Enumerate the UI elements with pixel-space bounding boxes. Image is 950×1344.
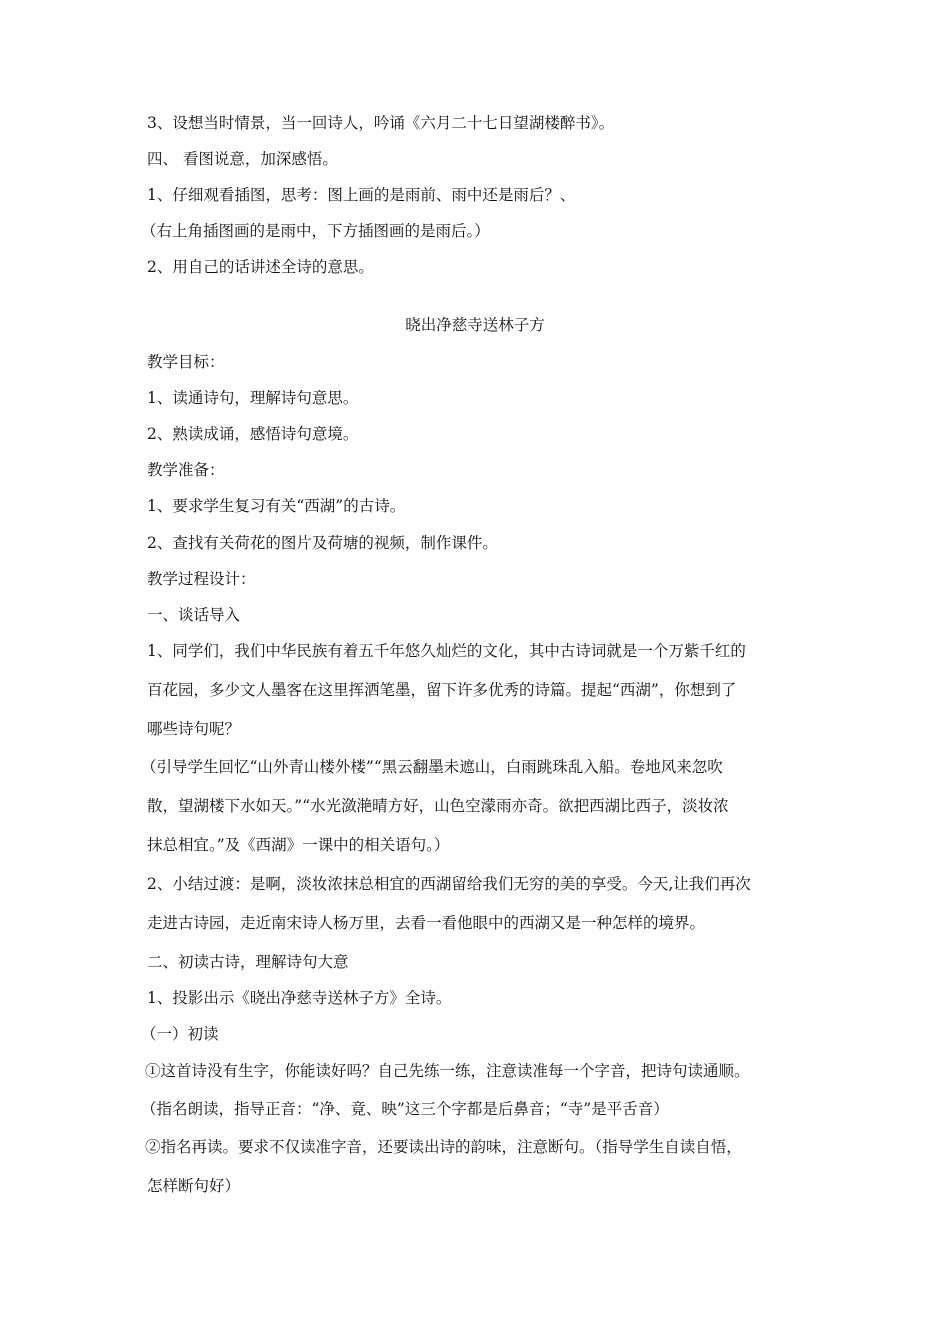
s2-step-1: 1、投影出示《晓出净慈寺送林子方》全诗。 <box>147 989 452 1007</box>
section-1-heading: 一、谈话导入 <box>147 606 241 624</box>
s1-paragraph-3-line-2: 走进古诗园，走近南宋诗人杨万里，去看一看他眼中的西湖又是一种怎样的境界。 <box>147 914 706 932</box>
s1-paragraph-2-line-1: （引导学生回忆“山外青山楼外楼”“黑云翻墨未遮山，白雨跳珠乱入船。卷地风来忽吹 <box>141 758 723 776</box>
step-1-observe: 1、仔细观看插图，思考：图上画的是雨前、雨中还是雨后？、 <box>147 186 576 204</box>
section-2-heading: 二、初读古诗，理解诗句大意 <box>147 953 349 971</box>
s2-item-1-note: （指名朗读，指导正音：“净、竟、映”这三个字都是后鼻音；“寺”是平舌音） <box>141 1100 669 1118</box>
prep-1: 1、要求学生复习有关“西湖”的古诗。 <box>147 497 406 515</box>
s2-subheading: （一）初读 <box>141 1025 219 1043</box>
s1-paragraph-1-line-3: 哪些诗句呢？ <box>147 720 241 738</box>
step-3-recite: 3、设想当时情景，当一回诗人，吟诵《六月二十七日望湖楼醉书》。 <box>147 114 615 132</box>
lesson-title: 晓出净慈寺送林子方 <box>405 316 545 334</box>
section-4-heading: 四、 看图说意，加深感悟。 <box>147 150 338 168</box>
goals-heading: 教学目标： <box>147 353 225 371</box>
s1-paragraph-2-line-3: 抹总相宜。”及《西湖》一课中的相关语句。） <box>147 836 450 854</box>
answer-note: （右上角插图画的是雨中，下方插图画的是雨后。） <box>141 222 490 240</box>
process-heading: 教学过程设计： <box>147 570 256 588</box>
prep-2: 2、查找有关荷花的图片及荷塘的视频，制作课件。 <box>147 534 498 552</box>
s1-paragraph-1-line-2: 百花园，多少文人墨客在这里挥洒笔墨，留下许多优秀的诗篇。提起“西湖”，你想到了 <box>147 681 737 699</box>
s2-item-1: ①这首诗没有生字，你能读好吗？自己先练一练，注意读准每一个字音，把诗句读通顺。 <box>145 1062 750 1080</box>
s1-paragraph-3-line-1: 2、小结过渡：是啊，淡妆浓抹总相宜的西湖留给我们无穷的美的享受。今天,让我们再次 <box>147 875 751 893</box>
step-2-retell: 2、用自己的话讲述全诗的意思。 <box>147 258 374 276</box>
prep-heading: 教学准备： <box>147 461 225 479</box>
s1-paragraph-1-line-1: 1、同学们，我们中华民族有着五千年悠久灿烂的文化，其中古诗词就是一个万紫千红的 <box>147 642 746 660</box>
goal-1: 1、读通诗句，理解诗句意思。 <box>147 389 359 407</box>
s2-item-2-line-1: ②指名再读。要求不仅读准字音，还要读出诗的韵味，注意断句。（指导学生自读自悟， <box>145 1138 742 1156</box>
s2-item-2-line-2: 怎样断句好） <box>147 1177 241 1195</box>
s1-paragraph-2-line-2: 散，望湖楼下水如天。”“水光潋滟晴方好，山色空濛雨亦奇。欲把西湖比西子，淡妆浓 <box>147 797 729 815</box>
goal-2: 2、熟读成诵，感悟诗句意境。 <box>147 425 359 443</box>
